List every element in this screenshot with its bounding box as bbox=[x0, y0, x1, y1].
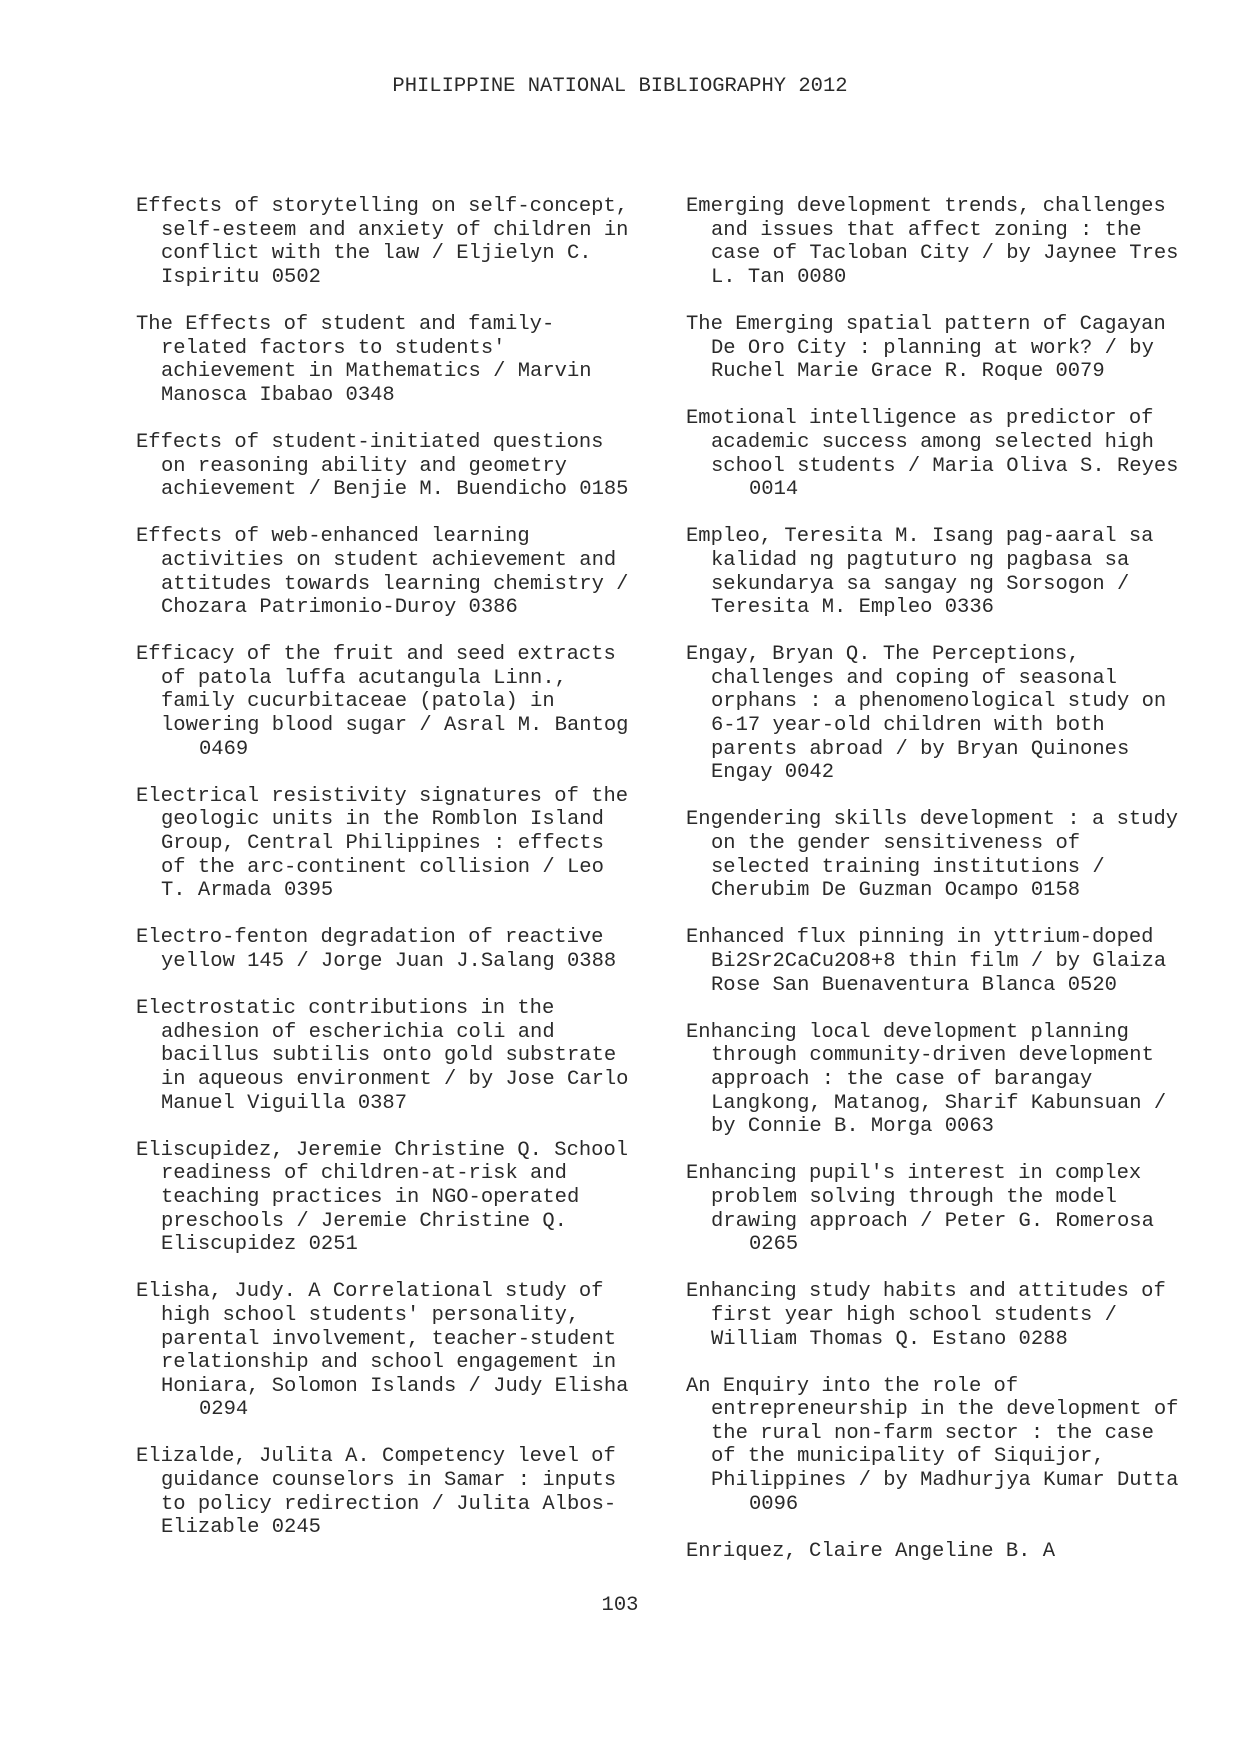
entry-line: Rose San Buenaventura Blanca 0520 bbox=[711, 973, 1117, 997]
entry-line: Electrostatic contributions in the bbox=[136, 997, 555, 1021]
entry-line: achievement in Mathematics / Marvin bbox=[161, 360, 592, 384]
bibliography-entry bbox=[136, 195, 656, 289]
right-column bbox=[686, 195, 1206, 1587]
page-header: PHILIPPINE NATIONAL BIBLIOGRAPHY 2012 bbox=[392, 75, 848, 98]
entry-line: drawing approach / Peter G. Romerosa bbox=[711, 1209, 1154, 1233]
entry-line: activities on student achievement and bbox=[161, 548, 617, 572]
entry-line: The Effects of student and family- bbox=[136, 312, 555, 336]
entry-line: Honiara, Solomon Islands / Judy Elisha bbox=[161, 1374, 629, 1398]
entry-line: of the municipality of Siquijor, bbox=[711, 1445, 1105, 1469]
entry-line: Ruchel Marie Grace R. Roque 0079 bbox=[711, 360, 1105, 384]
entry-line: De Oro City : planning at work? / by bbox=[711, 336, 1154, 360]
entry-line: 0265 bbox=[749, 1233, 799, 1257]
bibliography-entry bbox=[686, 926, 1206, 997]
entry-line: academic success among selected high bbox=[711, 430, 1154, 454]
bibliography-entry bbox=[136, 926, 656, 973]
entry-line: to policy redirection / Julita Albos- bbox=[161, 1492, 617, 1516]
entry-line: adhesion of escherichia coli and bbox=[161, 1020, 555, 1044]
entry-line: of the arc-continent collision / Leo bbox=[161, 855, 604, 879]
entry-line: bacillus subtilis onto gold substrate bbox=[161, 1044, 617, 1068]
bibliography-entry bbox=[136, 525, 656, 619]
bibliography-entry bbox=[136, 1445, 656, 1539]
bibliography-entry bbox=[686, 1021, 1206, 1139]
entry-line: An Enquiry into the role of bbox=[686, 1374, 1019, 1398]
entry-line: Manosca Ibabao 0348 bbox=[161, 383, 395, 407]
entry-line: Enriquez, Claire Angeline B. A bbox=[686, 1539, 1056, 1563]
page-number: 103 bbox=[601, 1594, 639, 1617]
bibliography-entry bbox=[136, 431, 656, 502]
bibliography-entry bbox=[686, 313, 1206, 384]
entry-line: selected training institutions / bbox=[711, 855, 1105, 879]
entry-line: L. Tan 0080 bbox=[711, 265, 847, 289]
bibliography-entry bbox=[686, 195, 1206, 289]
entry-line: Cherubim De Guzman Ocampo 0158 bbox=[711, 879, 1081, 903]
entry-line: teaching practices in NGO-operated bbox=[161, 1185, 580, 1209]
entry-line: Eliscupidez 0251 bbox=[161, 1233, 358, 1257]
entry-line: Empleo, Teresita M. Isang pag-aaral sa bbox=[686, 525, 1154, 549]
left-column bbox=[136, 195, 656, 1563]
entry-line: school students / Maria Oliva S. Reyes bbox=[711, 454, 1179, 478]
entry-line: T. Armada 0395 bbox=[161, 879, 334, 903]
entry-line: parents abroad / by Bryan Quinones bbox=[711, 737, 1130, 761]
entry-line: Teresita M. Empleo 0336 bbox=[711, 596, 994, 620]
entry-line: high school students' personality, bbox=[161, 1303, 580, 1327]
entry-line: on reasoning ability and geometry bbox=[161, 454, 567, 478]
entry-line: kalidad ng pagtuturo ng pagbasa sa bbox=[711, 548, 1130, 572]
bibliography-entry bbox=[686, 525, 1206, 619]
entry-line: William Thomas Q. Estano 0288 bbox=[711, 1327, 1068, 1351]
bibliography-entry bbox=[686, 1162, 1206, 1256]
entry-line: lowering blood sugar / Asral M. Bantog bbox=[161, 714, 629, 738]
entry-line: parental involvement, teacher-student bbox=[161, 1327, 617, 1351]
bibliography-entry bbox=[136, 997, 656, 1115]
entry-line: Engay 0042 bbox=[711, 761, 835, 785]
entry-line: Engay, Bryan Q. The Perceptions, bbox=[686, 643, 1080, 667]
entry-line: Enhancing local development planning bbox=[686, 1020, 1129, 1044]
bibliography-entry bbox=[136, 785, 656, 903]
entry-line: Engendering skills development : a study bbox=[686, 808, 1179, 832]
entry-line: guidance counselors in Samar : inputs bbox=[161, 1469, 617, 1493]
entry-line: Elizable 0245 bbox=[161, 1516, 321, 1540]
entry-line: preschools / Jeremie Christine Q. bbox=[161, 1209, 567, 1233]
entry-line: Enhancing study habits and attitudes of bbox=[686, 1280, 1166, 1304]
entry-line: 0294 bbox=[199, 1398, 249, 1422]
bibliography-entry bbox=[686, 1280, 1206, 1351]
entry-line: Effects of web-enhanced learning bbox=[136, 525, 530, 549]
bibliography-entry bbox=[136, 313, 656, 407]
entry-line: The Emerging spatial pattern of Cagayan bbox=[686, 312, 1166, 336]
entry-line: first year high school students / bbox=[711, 1303, 1117, 1327]
entry-line: Enhancing pupil's interest in complex bbox=[686, 1162, 1142, 1186]
entry-line: Ispiritu 0502 bbox=[161, 265, 321, 289]
entry-line: case of Tacloban City / by Jaynee Tres bbox=[711, 242, 1179, 266]
entry-line: attitudes towards learning chemistry / bbox=[161, 572, 629, 596]
entry-line: problem solving through the model bbox=[711, 1185, 1117, 1209]
entry-line: Enhanced flux pinning in yttrium-doped bbox=[686, 926, 1154, 950]
bibliography-entry bbox=[686, 407, 1206, 501]
entry-line: approach : the case of barangay bbox=[711, 1067, 1093, 1091]
entry-line: on the gender sensitiveness of bbox=[711, 832, 1081, 856]
entry-line: 0014 bbox=[749, 478, 799, 502]
entry-line: and issues that affect zoning : the bbox=[711, 218, 1142, 242]
bibliography-entry bbox=[136, 1280, 656, 1422]
entry-line: Bi2Sr2CaCu2O8+8 thin film / by Glaiza bbox=[711, 950, 1167, 973]
entry-line: family cucurbitaceae (patola) in bbox=[161, 690, 555, 714]
entry-line: related factors to students' bbox=[161, 336, 506, 360]
entry-line: orphans : a phenomenological study on bbox=[711, 690, 1167, 714]
entry-line: Eliscupidez, Jeremie Christine Q. School bbox=[136, 1138, 629, 1162]
entry-line: through community-driven development bbox=[711, 1044, 1154, 1068]
bibliography-entry bbox=[686, 1375, 1206, 1517]
entry-line: Emotional intelligence as predictor of bbox=[686, 407, 1154, 431]
bibliography-entry bbox=[686, 643, 1206, 785]
bibliography-entry bbox=[136, 643, 656, 761]
entry-line: geologic units in the Romblon Island bbox=[161, 808, 604, 832]
entry-line: of patola luffa acutangula Linn., bbox=[161, 666, 567, 690]
entry-line: self-esteem and anxiety of children in bbox=[161, 218, 629, 242]
entry-line: 0469 bbox=[199, 737, 249, 761]
entry-line: by Connie B. Morga 0063 bbox=[711, 1115, 994, 1139]
entry-line: conflict with the law / Eljielyn C. bbox=[161, 242, 592, 266]
entry-line: Effects of storytelling on self-concept, bbox=[136, 195, 629, 218]
entry-line: Philippines / by Madhurjya Kumar Dutta bbox=[711, 1469, 1179, 1493]
entry-line: the rural non-farm sector : the case bbox=[711, 1421, 1154, 1445]
entry-line: Manuel Viguilla 0387 bbox=[161, 1091, 408, 1115]
entry-line: Chozara Patrimonio-Duroy 0386 bbox=[161, 596, 518, 620]
entry-line: Efficacy of the fruit and seed extracts bbox=[136, 643, 616, 667]
entry-line: 6-17 year-old children with both bbox=[711, 714, 1105, 738]
entry-line: relationship and school engagement in bbox=[161, 1351, 617, 1375]
entry-line: Elisha, Judy. A Correlational study of bbox=[136, 1280, 604, 1304]
entry-line: Group, Central Philippines : effects bbox=[161, 832, 604, 856]
bibliography-entry bbox=[686, 1540, 1206, 1564]
entry-line: yellow 145 / Jorge Juan J.Salang 0388 bbox=[161, 950, 617, 973]
entry-line: challenges and coping of seasonal bbox=[711, 666, 1117, 690]
entry-line: in aqueous environment / by Jose Carlo bbox=[161, 1067, 629, 1091]
entry-line: readiness of children-at-risk and bbox=[161, 1162, 567, 1186]
entry-line: sekundarya sa sangay ng Sorsogon / bbox=[711, 572, 1130, 596]
bibliography-entry bbox=[686, 808, 1206, 902]
entry-line: entrepreneurship in the development of bbox=[711, 1398, 1179, 1422]
entry-line: Effects of student-initiated questions bbox=[136, 430, 604, 454]
entry-line: Langkong, Matanog, Sharif Kabunsuan / bbox=[711, 1091, 1167, 1115]
entry-line: Elizalde, Julita A. Competency level of bbox=[136, 1445, 616, 1469]
entry-line: achievement / Benjie M. Buendicho 0185 bbox=[161, 478, 629, 502]
bibliography-entry bbox=[136, 1139, 656, 1257]
entry-line: Electrical resistivity signatures of the bbox=[136, 784, 629, 808]
entry-line: Electro-fenton degradation of reactive bbox=[136, 926, 604, 950]
entry-line: Emerging development trends, challenges bbox=[686, 195, 1166, 218]
entry-line: 0096 bbox=[749, 1492, 799, 1516]
